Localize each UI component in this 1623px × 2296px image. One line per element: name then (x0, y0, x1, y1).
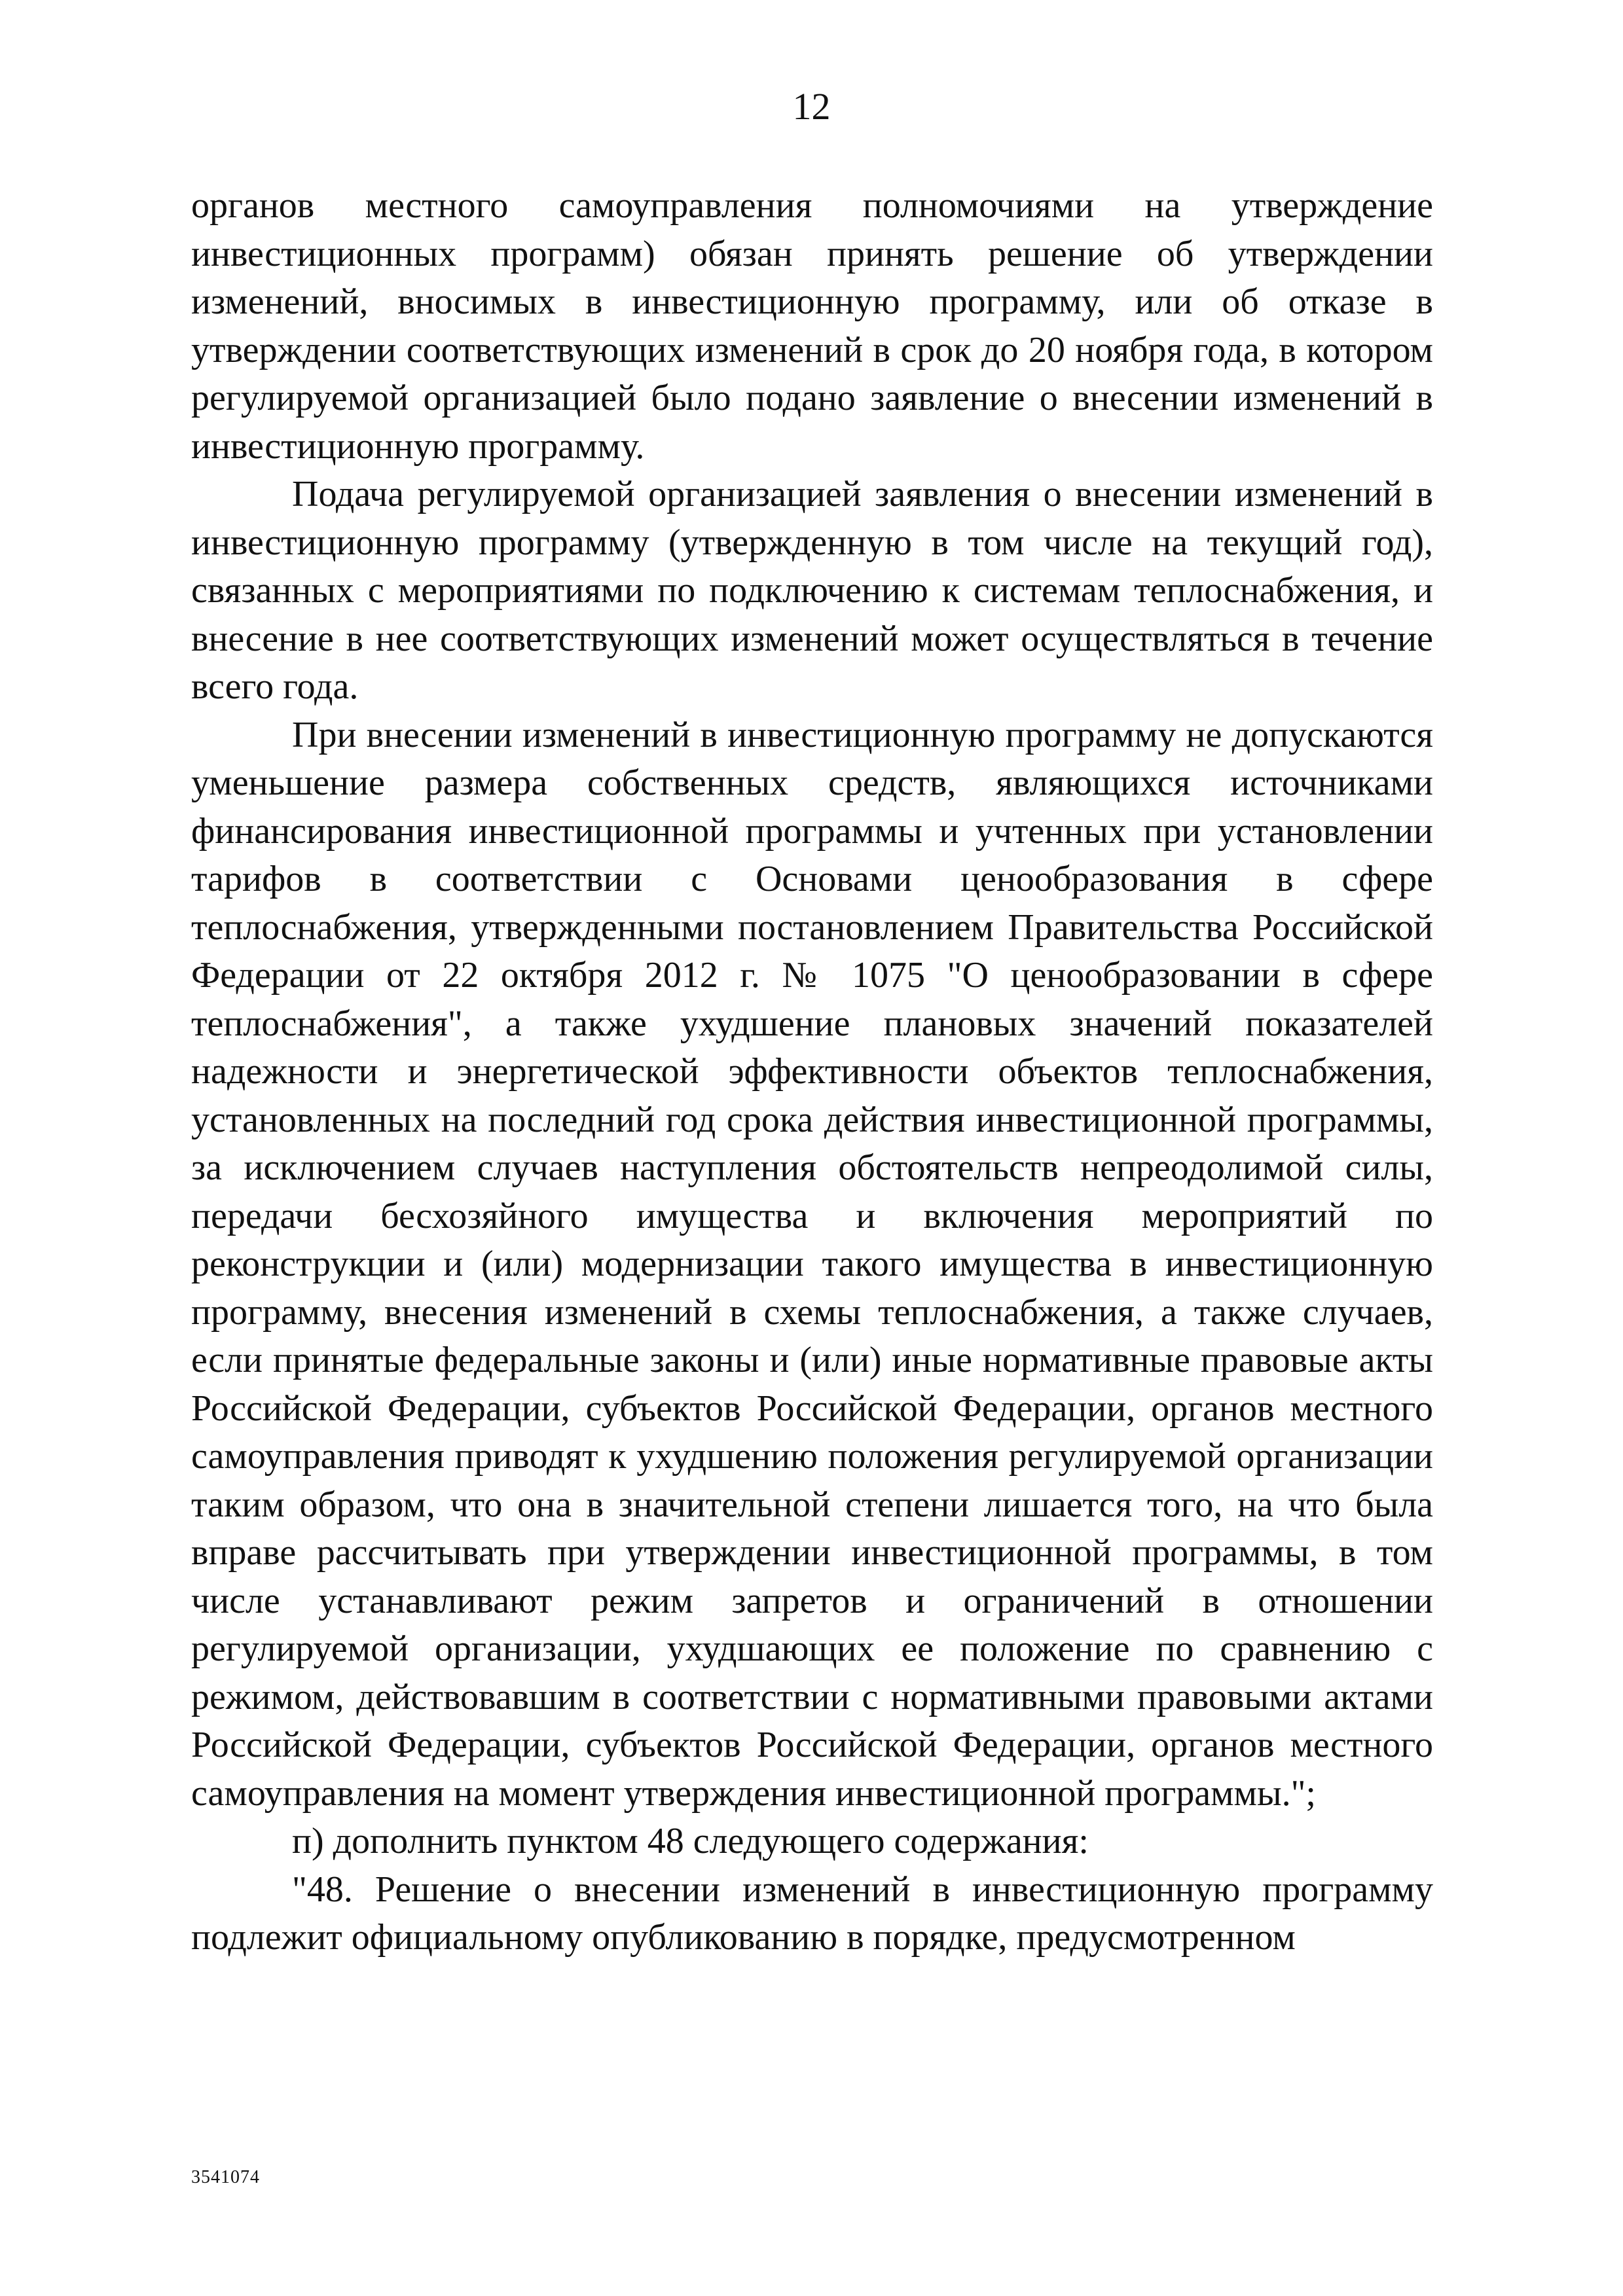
paragraph-application-submission: Подача регулируемой организацией заявления о внесении изменений в инвестиционную программу (утвержденную в том числе на текущий год), связанных с мероприятиями по подключению к системам теплоснабжения, и внесение в нее соответствующих изменений может осуществляться в течение всего года. (191, 474, 1433, 707)
document-body (191, 182, 1433, 1962)
document-code: 3541074 (191, 2167, 260, 2187)
paragraph-continuation: органов местного самоуправления полномочиями на утверждение инвестиционных программ) обязан принять решение об утверждении изменений, вносимых в инвестиционную программу, или об отказе в утверждении соответствующих изменений в срок до 20 ноября года, в котором регулируемой организацией было подано заявление о внесении изменений в инвестиционную программу. (191, 185, 1433, 467)
paragraph-point-48: "48. Решение о внесении изменений в инвестиционную программу подлежит официальному опубликованию в порядке, предусмотренном (191, 1869, 1433, 1958)
paragraph-amendment-item: п) дополнить пунктом 48 следующего содержания: (292, 1821, 1089, 1861)
page-number: 12 (792, 85, 831, 128)
paragraph-restrictions: При внесении изменений в инвестиционную программу не допускаются уменьшение размера собственных средств, являющихся источниками финансирования инвестиционной программы и учтенных при установлении тарифов в соответствии с Основами ценообразования в сфере теплоснабжения, утвержденными постановлением Правительства Российской Федерации от 22 октября 2012 г. № 1075 "О ценообразовании в сфере теплоснабжения", а также ухудшение плановых значений показателей надежности и энергетической эффективности объектов теплоснабжения, установленных на последний год срока действия инвестиционной программы, за исключением случаев наступления обстоятельств непреодолимой силы, передачи бесхозяйного имущества и включения мероприятий по реконструкции и (или) модернизации такого имущества в инвестиционную программу, внесения изменений в схемы теплоснабжения, а также случаев, если принятые федеральные законы и (или) иные нормативные правовые акты Российской Федерации, субъектов Российской Федерации, органов местного самоуправления приводят к ухудшению положения регулируемой организации таким образом, что она в значительной степени лишается того, на что была вправе рассчитывать при утверждении инвестиционной программы, в том числе устанавливают режим запретов и ограничений в отношении регулируемой организации, ухудшающих ее положение по сравнению с режимом, действовавшим в соответствии с нормативными правовыми актами Российской Федерации, субъектов Российской Федерации, органов местного самоуправления на момент утверждения инвестиционной программы."; (191, 714, 1433, 1814)
